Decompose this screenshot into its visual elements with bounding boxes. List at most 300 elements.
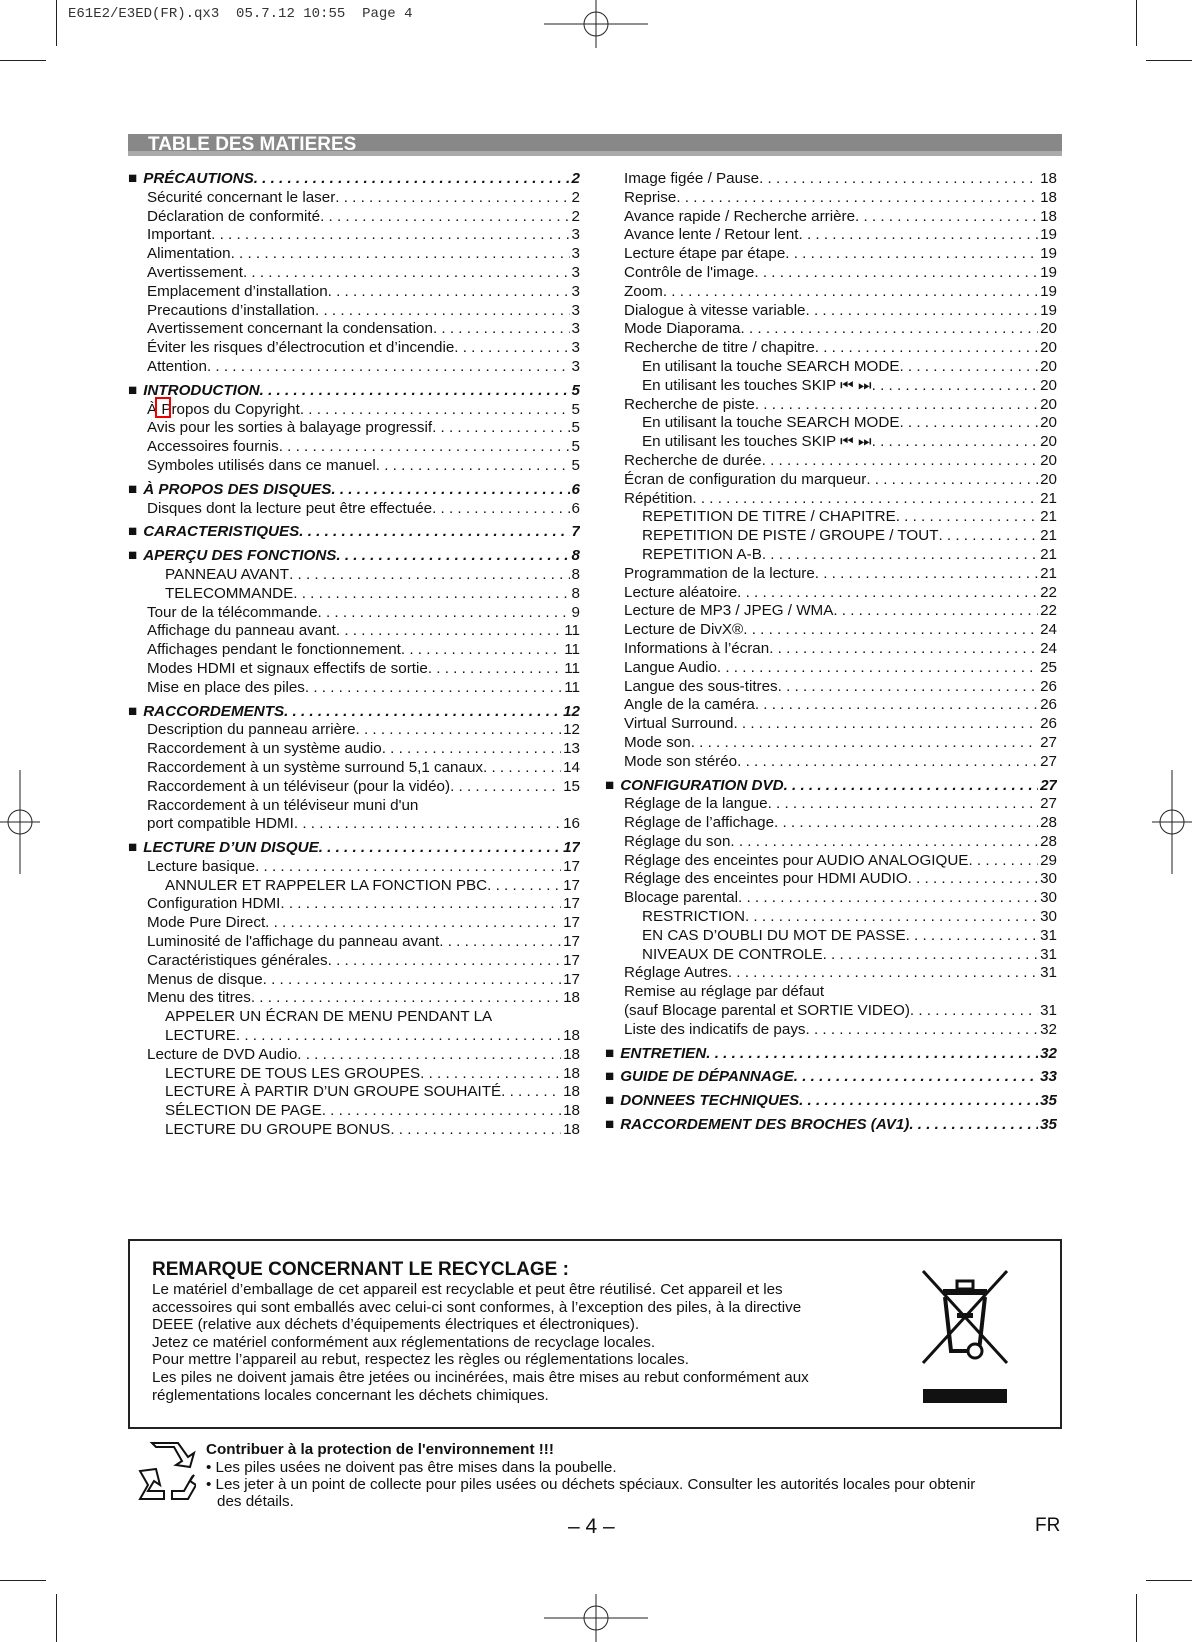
- dot-leader: [676, 189, 1038, 208]
- toc-page-number: 27: [1040, 733, 1057, 751]
- toc-page-number: 26: [1040, 677, 1057, 695]
- toc-entry-label: DONNEES TECHNIQUES: [620, 1092, 800, 1110]
- toc-entry: [128, 679, 580, 698]
- toc-entry-label: Mode Pure Direct: [147, 914, 266, 932]
- toc-entry-label: Langue des sous-titres: [624, 677, 778, 695]
- toc-page-number: 8: [571, 565, 580, 583]
- dot-leader: [794, 1068, 1038, 1087]
- toc-entry: [605, 565, 1057, 584]
- recycling-line: Pour mettre l’appareil au rebut, respectez les règles ou réglementations locales.: [152, 1351, 689, 1369]
- toc-entry: [128, 339, 580, 358]
- toc-entry: [128, 419, 580, 438]
- dot-leader: [328, 283, 570, 302]
- dot-leader: [319, 839, 561, 858]
- toc-entry-label: Avance lente / Retour lent: [624, 226, 799, 244]
- toc-entry: [128, 933, 580, 952]
- crop-mark: [1146, 60, 1192, 61]
- dot-leader: [501, 1083, 561, 1102]
- toc-entry-label: Precautions d’installation: [147, 301, 316, 319]
- toc-entry: [605, 696, 1057, 715]
- environment-line: • Les jeter à un point de collecte pour piles usées ou déchets spéciaux. Consulter les autorités locales pour obtenir: [206, 1476, 976, 1493]
- toc-entry-label: Réglage de la langue: [624, 795, 768, 813]
- toc-page-number: 9: [571, 603, 580, 621]
- dot-leader: [730, 833, 1038, 852]
- toc-entry: [128, 1102, 580, 1121]
- dot-leader: [315, 302, 570, 321]
- toc-page-number: 3: [571, 357, 580, 375]
- dot-leader: [231, 245, 570, 264]
- dot-leader: [328, 952, 561, 971]
- toc-page-number: 3: [571, 226, 580, 244]
- toc-entry-label: Menus de disque: [147, 970, 263, 988]
- dot-leader: [432, 419, 569, 438]
- toc-entry-label: Disques dont la lecture peut être effectuée: [147, 499, 433, 517]
- page-number: – 4 –: [568, 1515, 615, 1538]
- toc-page-number: 3: [571, 263, 580, 281]
- dot-leader: [293, 585, 569, 604]
- toc-entry-label: Important: [147, 226, 212, 244]
- dot-leader: [243, 264, 570, 283]
- toc-entry: [128, 604, 580, 623]
- toc-page-number: 27: [1040, 776, 1057, 794]
- dot-leader: [896, 508, 1038, 527]
- dot-leader: [815, 339, 1038, 358]
- toc-entry: [605, 452, 1057, 471]
- toc-page-number: 20: [1040, 395, 1057, 413]
- toc-entry-label: Mode Diaporama: [624, 320, 741, 338]
- toc-entry-label: LECTURE D’UN DISQUE: [143, 839, 319, 857]
- toc-entry: [128, 283, 580, 302]
- toc-entry: [605, 946, 1057, 965]
- toc-entry-label: Zoom: [624, 282, 663, 300]
- toc-page-number: 17: [563, 839, 580, 857]
- dot-leader: [251, 989, 561, 1008]
- dot-leader: [717, 659, 1038, 678]
- toc-entry: [128, 660, 580, 679]
- toc-entry: [605, 734, 1057, 753]
- toc-entry-label: Virtual Surround: [624, 715, 734, 733]
- recycling-line: Le matériel d’emballage de cet appareil est recyclable et peut être réutilisé. Cet appareil et les: [152, 1281, 783, 1298]
- toc-entry: [605, 927, 1057, 946]
- toc-entry: [605, 414, 1057, 433]
- toc-page-number: 3: [571, 245, 580, 263]
- toc-page-number: 6: [571, 480, 580, 498]
- dot-leader: [692, 490, 1038, 509]
- dot-leader: [737, 753, 1038, 772]
- toc-entry-label: Symboles utilisés dans ce manuel: [147, 456, 376, 474]
- registration-mark-left: [0, 770, 40, 874]
- dot-leader: [774, 814, 1038, 833]
- toc-entry: [605, 715, 1057, 734]
- dot-leader: [785, 245, 1038, 264]
- dot-leader: [743, 621, 1038, 640]
- recycling-notice: [128, 1239, 1062, 1429]
- toc-entry-label: Reprise: [624, 188, 677, 206]
- toc-entry: [605, 983, 1057, 1002]
- registration-mark-bottom: [544, 1594, 648, 1642]
- toc-page-number: 20: [1040, 376, 1057, 394]
- dot-leader: [908, 870, 1038, 889]
- header-page-label: Page 4: [362, 6, 413, 22]
- toc-entry-label: Langue Audio: [624, 658, 717, 676]
- dot-leader: [254, 170, 570, 189]
- toc-entry: [128, 302, 580, 321]
- toc-entry-label: Mise en place des piles: [147, 678, 305, 696]
- dot-leader: [691, 734, 1038, 753]
- toc-section: [128, 523, 580, 542]
- toc-entry: [128, 1046, 580, 1065]
- toc-page-number: 18: [563, 1045, 580, 1063]
- toc-entry-label: SÉLECTION DE PAGE: [165, 1102, 322, 1120]
- dot-leader: [909, 1116, 1038, 1135]
- dot-leader: [745, 908, 1038, 927]
- page-title: TABLE DES MATIERES: [128, 134, 1062, 156]
- toc-entry: [128, 759, 580, 778]
- toc-page-number: 21: [1040, 489, 1057, 507]
- toc-page-number: 5: [571, 381, 580, 399]
- toc-page-number: 18: [563, 1027, 580, 1045]
- toc-page-number: 2: [571, 188, 580, 206]
- recycling-title: REMARQUE CONCERNANT LE RECYCLAGE :: [152, 1259, 569, 1280]
- registration-mark-right: [1152, 770, 1192, 874]
- toc-entry: [605, 358, 1057, 377]
- square-bullet-icon: ■: [605, 1044, 615, 1062]
- toc-entry: [605, 753, 1057, 772]
- toc-entry: [605, 320, 1057, 339]
- dot-leader: [799, 1092, 1038, 1111]
- toc-entry-label: Réglage des enceintes pour AUDIO ANALOGIQUE: [624, 851, 969, 869]
- toc-entry: [128, 1008, 580, 1027]
- toc-page-number: 27: [1040, 752, 1057, 770]
- dot-leader: [305, 679, 562, 698]
- dot-leader: [778, 678, 1038, 697]
- toc-page-number: 11: [564, 641, 580, 659]
- dot-leader: [433, 320, 570, 339]
- toc-page-number: 2: [571, 170, 580, 187]
- toc-page-number: 20: [1040, 451, 1057, 469]
- toc-entry: [128, 500, 580, 519]
- toc-entry: [605, 814, 1057, 833]
- dot-leader: [483, 759, 561, 778]
- toc-entry-label: Avertissement: [147, 263, 243, 281]
- recycling-text: [152, 1281, 882, 1404]
- toc-entry-label: LECTURE DU GROUPE BONUS: [165, 1121, 391, 1139]
- dot-leader: [759, 170, 1038, 189]
- dot-leader: [299, 523, 569, 542]
- toc-entry-label: Recherche de durée: [624, 451, 762, 469]
- toc-entry: [128, 226, 580, 245]
- toc-entry-label: À Propos du Copyright: [147, 400, 300, 418]
- dot-leader: [768, 795, 1039, 814]
- toc-entry-label: Écran de configuration du marqueur: [624, 470, 867, 488]
- dot-leader: [450, 778, 561, 797]
- dot-leader: [454, 339, 569, 358]
- toc-section: [128, 382, 580, 401]
- toc-entry-label: RESTRICTION: [642, 908, 745, 926]
- crop-mark: [1136, 1594, 1137, 1642]
- toc-entry: [605, 546, 1057, 565]
- toc-entry-label: Raccordement à un système surround 5,1 canaux: [147, 758, 483, 776]
- toc-entry-label: Programmation de la lecture: [624, 564, 815, 582]
- square-bullet-icon: ■: [605, 1116, 615, 1134]
- crop-mark: [0, 1580, 46, 1581]
- toc-page-number: 17: [563, 933, 580, 951]
- toc-entry-label: Lecture de DVD Audio: [147, 1045, 298, 1063]
- toc-page-number: 17: [563, 914, 580, 932]
- dot-leader: [762, 452, 1038, 471]
- dot-leader: [336, 622, 562, 641]
- toc-right-column: [605, 170, 1057, 1135]
- toc-entry-label: Réglage du son: [624, 832, 731, 850]
- toc-page-number: 21: [1040, 545, 1057, 563]
- toc-entry: [605, 678, 1057, 697]
- dot-leader: [356, 721, 562, 740]
- dot-leader: [318, 604, 570, 623]
- toc-section: [128, 547, 580, 566]
- toc-page-number: 17: [563, 970, 580, 988]
- toc-page-number: 33: [1040, 1068, 1057, 1086]
- toc-entry: [128, 778, 580, 797]
- toc-entry: [128, 740, 580, 759]
- toc-entry-label: Accessoires fournis: [147, 438, 279, 456]
- toc-entry-label: LECTURE DE TOUS LES GROUPES: [165, 1064, 421, 1082]
- toc-section: [605, 1116, 1057, 1135]
- toc-entry: [128, 797, 580, 816]
- toc-entry: [128, 971, 580, 990]
- toc-page-number: 19: [1040, 263, 1057, 281]
- dot-leader: [289, 566, 569, 585]
- dot-leader: [906, 927, 1039, 946]
- toc-entry-label: Mode son: [624, 733, 691, 751]
- toc-entry-label: En utilisant les touches SKIP ⏮ ⏭: [642, 433, 872, 451]
- toc-section: [128, 481, 580, 500]
- toc-entry: [128, 989, 580, 1008]
- dot-leader: [806, 1021, 1039, 1040]
- toc-entry: [128, 438, 580, 457]
- toc-entry: [605, 208, 1057, 227]
- toc-page-number: 11: [564, 622, 580, 640]
- toc-entry-label: Mode son stéréo: [624, 752, 738, 770]
- toc-page-number: 30: [1040, 889, 1057, 907]
- toc-entry-label: CARACTERISTIQUES: [143, 523, 300, 541]
- dot-leader: [390, 1121, 561, 1140]
- toc-entry-label: Luminosité de l'affichage du panneau avant: [147, 933, 440, 951]
- toc-entry-label: LECTURE À PARTIR D’UN GROUPE SOUHAITÉ: [165, 1083, 502, 1101]
- toc-entry: [605, 245, 1057, 264]
- toc-entry-label: REPETITION DE TITRE / CHAPITRE: [642, 508, 896, 526]
- toc-page-number: 25: [1040, 658, 1057, 676]
- toc-page-number: 26: [1040, 715, 1057, 733]
- crop-mark: [1136, 0, 1137, 46]
- toc-entry-label: Description du panneau arrière: [147, 721, 356, 739]
- toc-entry: [605, 283, 1057, 302]
- toc-entry: [605, 889, 1057, 908]
- dot-leader: [872, 433, 1038, 452]
- dot-leader: [376, 457, 570, 476]
- toc-entry-label: REPETITION DE PISTE / GROUPE / TOUT: [642, 527, 939, 545]
- dot-leader: [866, 471, 1038, 490]
- toc-entry: [128, 189, 580, 208]
- toc-entry-label: ENTRETIEN: [620, 1044, 707, 1062]
- toc-page-number: 5: [571, 400, 580, 418]
- toc-left-column: [128, 170, 580, 1140]
- dot-leader: [823, 946, 1038, 965]
- toc-page-number: 21: [1040, 508, 1057, 526]
- toc-page-number: 19: [1040, 245, 1057, 263]
- toc-entry: [128, 895, 580, 914]
- toc-entry-label: Informations à l’écran: [624, 639, 770, 657]
- dot-leader: [754, 264, 1038, 283]
- language-code: FR: [1035, 1515, 1061, 1536]
- toc-entry-label: Réglage des enceintes pour HDMI AUDIO: [624, 870, 908, 888]
- dot-leader: [737, 584, 1038, 603]
- toc-entry-label: REPETITION A-B: [642, 545, 762, 563]
- square-bullet-icon: ■: [128, 839, 138, 857]
- toc-page-number: 30: [1040, 908, 1057, 926]
- toc-entry-label: CONFIGURATION DVD: [620, 776, 784, 794]
- toc-page-number: 31: [1040, 926, 1057, 944]
- toc-entry: [128, 858, 580, 877]
- toc-entry: [605, 189, 1057, 208]
- toc-page-number: 26: [1040, 696, 1057, 714]
- toc-entry: [605, 433, 1057, 452]
- toc-entry: [605, 602, 1057, 621]
- recycling-line: accessoires qui sont emballés avec celui-ci sont conformes, à l’exception des piles, à la directive: [152, 1298, 802, 1316]
- dot-leader: [910, 1002, 1038, 1021]
- toc-page-number: 21: [1040, 527, 1057, 545]
- environment-line: • Les piles usées ne doivent pas être mises dans la poubelle.: [206, 1459, 617, 1476]
- toc-section: [128, 170, 580, 189]
- toc-entry-label: Alimentation: [147, 245, 231, 263]
- dot-leader: [401, 641, 562, 660]
- toc-page-number: 5: [571, 438, 580, 456]
- crop-mark: [1146, 1580, 1192, 1581]
- toc-entry: [128, 566, 580, 585]
- toc-entry-label: Lecture étape par étape: [624, 245, 786, 263]
- toc-entry: [128, 622, 580, 641]
- dot-leader: [207, 358, 570, 377]
- toc-entry: [605, 226, 1057, 245]
- toc-page-number: 27: [1040, 795, 1057, 813]
- toc-page-number: 17: [563, 951, 580, 969]
- dot-leader: [279, 438, 570, 457]
- toc-entry-label: Raccordement à un système audio: [147, 740, 382, 758]
- toc-entry: [128, 1027, 580, 1046]
- toc-entry-label: Réglage Autres: [624, 964, 728, 982]
- toc-entry: [605, 377, 1057, 396]
- toc-entry-label: Affichage du panneau avant: [147, 622, 336, 640]
- crop-mark: [56, 0, 57, 46]
- toc-page-number: 31: [1040, 964, 1057, 982]
- toc-entry-label: Configuration HDMI: [147, 895, 281, 913]
- toc-entry: [128, 952, 580, 971]
- toc-entry-label: Avertissement concernant la condensation: [147, 320, 433, 338]
- toc-entry: [128, 457, 580, 476]
- square-bullet-icon: ■: [605, 776, 615, 794]
- toc-page-number: 13: [563, 740, 580, 758]
- toc-entry-label: RACCORDEMENTS: [143, 702, 285, 720]
- toc-page-number: 5: [571, 419, 580, 437]
- recycling-line: DEEE (relative aux déchets d’équipements électriques et électroniques).: [152, 1316, 640, 1334]
- toc-page-number: 30: [1040, 870, 1057, 888]
- dot-leader: [265, 914, 561, 933]
- dot-leader: [382, 740, 561, 759]
- toc-page-number: 20: [1040, 357, 1057, 375]
- dot-leader: [833, 602, 1038, 621]
- toc-page-number: 3: [571, 282, 580, 300]
- dot-leader: [755, 396, 1038, 415]
- environment-line: des détails.: [217, 1493, 294, 1510]
- square-bullet-icon: ■: [128, 170, 138, 187]
- toc-entry-label: Raccordement à un téléviseur muni d'un: [147, 796, 419, 814]
- toc-page-number: 18: [1040, 170, 1057, 187]
- toc-page-number: 24: [1040, 639, 1057, 657]
- toc-entry: [605, 584, 1057, 603]
- toc-entry: [128, 264, 580, 283]
- dot-leader: [799, 226, 1039, 245]
- toc-page-number: 19: [1040, 226, 1057, 244]
- toc-entry-label: À PROPOS DES DISQUES: [143, 480, 332, 498]
- weee-bin-icon: [915, 1263, 1015, 1403]
- highlight-box: [155, 397, 171, 418]
- dot-leader: [815, 565, 1038, 584]
- toc-section: [128, 703, 580, 722]
- dot-leader: [297, 1046, 561, 1065]
- toc-page-number: 20: [1040, 470, 1057, 488]
- toc-page-number: 15: [563, 777, 580, 795]
- toc-entry-label: Raccordement à un téléviseur (pour la vidéo): [147, 777, 451, 795]
- toc-entry: [605, 1002, 1057, 1021]
- toc-page-number: 18: [563, 1064, 580, 1082]
- toc-entry-label: TELECOMMANDE: [165, 584, 294, 602]
- toc-page-number: 17: [563, 876, 580, 894]
- dot-leader: [236, 1027, 561, 1046]
- square-bullet-icon: ■: [128, 480, 138, 498]
- toc-page-number: 29: [1040, 851, 1057, 869]
- toc-entry-label: EN CAS D’OUBLI DU MOT DE PASSE: [642, 926, 906, 944]
- dot-leader: [280, 895, 561, 914]
- dot-leader: [263, 971, 561, 990]
- print-header: [68, 6, 413, 22]
- toc-entry-label: En utilisant la touche SEARCH MODE: [642, 357, 900, 375]
- square-bullet-icon: ■: [128, 547, 138, 565]
- toc-page-number: 24: [1040, 621, 1057, 639]
- toc-entry: [128, 641, 580, 660]
- toc-entry-label: Emplacement d’installation: [147, 282, 328, 300]
- toc-page-number: 35: [1040, 1116, 1057, 1134]
- toc-page-number: 20: [1040, 339, 1057, 357]
- toc-entry-label: Lecture de DivX®: [624, 621, 744, 639]
- toc-entry-label: Contrôle de l'image: [624, 263, 755, 281]
- dot-leader: [335, 189, 569, 208]
- toc-section: [605, 1045, 1057, 1064]
- toc-entry: [605, 490, 1057, 509]
- dot-leader: [487, 877, 561, 896]
- header-filename: E61E2/E3ED(FR).qx3: [68, 6, 220, 22]
- dot-leader: [322, 1102, 561, 1121]
- toc-entry-label: Avis pour les sorties à balayage progressif: [147, 419, 433, 437]
- toc-page-number: 5: [571, 456, 580, 474]
- toc-page-number: 8: [571, 584, 580, 602]
- toc-entry: [605, 852, 1057, 871]
- toc-entry-label: Dialogue à vitesse variable: [624, 301, 806, 319]
- toc-page-number: 16: [563, 815, 580, 833]
- toc-entry: [605, 833, 1057, 852]
- toc-entry-label: Modes HDMI et signaux effectifs de sortie: [147, 659, 428, 677]
- square-bullet-icon: ■: [128, 381, 138, 399]
- toc-page-number: 31: [1040, 1002, 1057, 1020]
- toc-page-number: 3: [571, 320, 580, 338]
